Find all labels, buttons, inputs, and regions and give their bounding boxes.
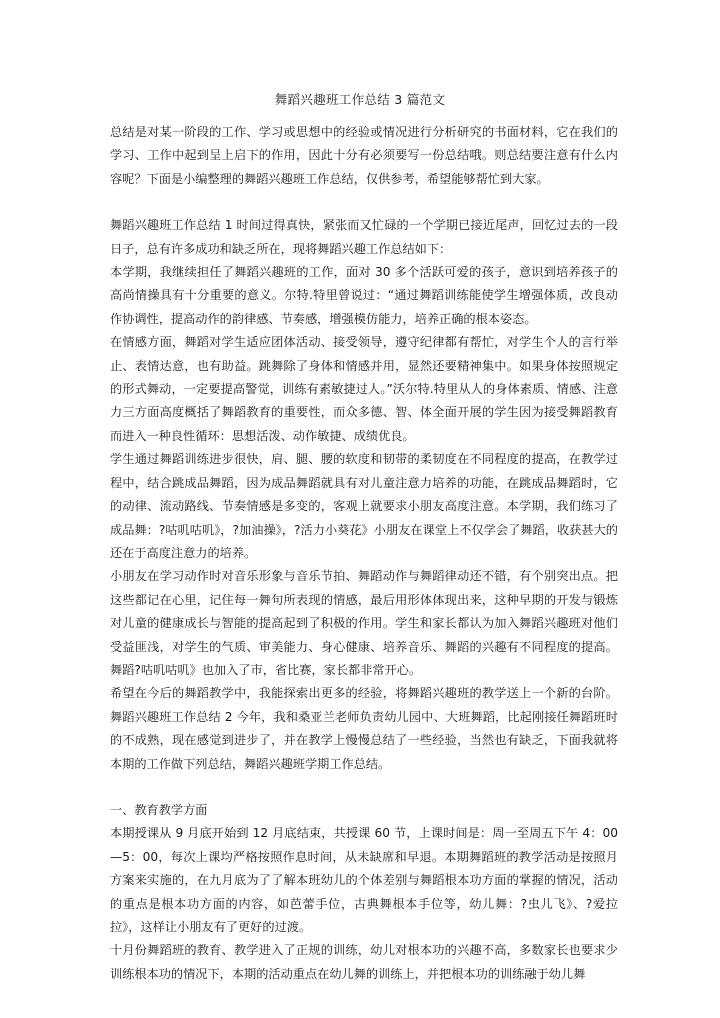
summary-1-opening: 舞蹈兴趣班工作总结 1 时间过得真快，紧张而又忙碌的一个学期已接近尾声，回忆过去的一段日子，总有许多成功和缺乏所在，现将舞蹈兴趣工作总结如下： (110, 218, 618, 256)
body-paragraph: 学生通过舞蹈训练进步很快，肩、腿、腰的软度和韧带的柔韧度在不同程度的提高，在教学过程中，结合跳成品舞蹈，因为成品舞蹈就具有对儿童注意力培养的功能，在跳成品舞蹈时，它的动律、流动路线、节奏情感是多变的，客观上就要求小朋友高度注意。本学期，我们练习了成品舞：?咕叽咕叽》，?加油操》，?活力小葵花》小朋友在课堂上不仅学会了舞蹈，收获甚大的还在于高度注意力的培养。 (110, 452, 618, 560)
section-heading: 一、教育教学方面 (110, 802, 208, 817)
body-paragraph: 十月份舞蹈班的教育、教学进入了正规的训练，幼儿对根本功的兴趣不高，多数家长也要求少训练根本功的情况下，本期的活动重点在幼儿舞的训练上，并把根本功的训练融于幼儿舞 (110, 943, 618, 981)
body-paragraph: 小朋友在学习动作时对音乐形象与音乐节拍、舞蹈动作与舞蹈律动还不错，有个别突出点。把这些都记在心里，记住每一舞句所表现的情感，最后用形体体现出来，这种早期的开发与锻炼对儿童的健康成长与智能的提高起到了积极的作用。学生和家长都认为加入舞蹈兴趣班对他们受益匪浅，对学生的气质、审美能力、身心健康、培养音乐、舞蹈的兴趣有不同程度的提高。舞蹈?咕叽咕叽》也加入了市，省比赛，家长都非常开心。 (110, 569, 618, 677)
body-paragraph: 本期授课从 9 月底开始到 12 月底结束，共授课 60 节，上课时间是：周一至周五下午 4：00—5：00，每次上课均严格按照作息时间，从未缺席和早退。本期舞蹈班的教学活动是按照月方案来实施的，在九月底为了了解本班幼儿的个体差别与舞蹈根本功方面的掌握的情况，活动的重点是根本功方面的内容，如芭蕾手位，古典舞根本手位等，幼儿舞：?虫儿飞》、?爱拉拉》，这样让小朋友有了更好的过渡。 (110, 826, 618, 934)
body-paragraph: 在情感方面，舞蹈对学生适应团体活动、接受领导，遵守纪律都有帮忙，对学生个人的言行举止、表情达意，也有助益。跳舞除了身体和情感并用，显然还要精神集中。如果身体按照规定的形式舞动，一定要提高警觉，训练有素敏捷过人。”沃尔特.特里从人的身体素质、情感、注意力三方面高度概括了舞蹈教育的重要性，而众多德、智、体全面开展的学生因为接受舞蹈教育而进入一种良性循环：思想活泼、动作敏捷、成绩优良。 (110, 335, 618, 443)
intro-paragraph: 总结是对某一阶段的工作、学习或思想中的经验或情况进行分析研究的书面材料，它在我们的学习、工作中起到呈上启下的作用，因此十分有必须要写一份总结哦。则总结要注意有什么内容呢？下面是小编整理的舞蹈兴趣班工作总结，仅供参考，希望能够帮忙到大家。 (110, 125, 618, 186)
document-body (110, 121, 618, 986)
body-paragraph: 本学期，我继续担任了舞蹈兴趣班的工作，面对 30 多个活跃可爱的孩子，意识到培养孩子的高尚情操具有十分重要的意义。尔特.特里曾说过：“通过舞蹈训练能使学生增强体质，改良动作协调性，提高动作的韵律感、节奏感，增强模仿能力，培养正确的根本姿态。 (110, 265, 618, 326)
body-paragraph: 希望在今后的舞蹈教学中，我能探索出更多的经验，将舞蹈兴趣班的教学送上一个新的台阶。舞蹈兴趣班工作总结 2 今年，我和桑亚兰老师负责幼儿园中、大班舞蹈，比起刚接任舞蹈班时的不成熟，现在感觉到进步了，并在教学上慢慢总结了一些经验，当然也有缺乏，下面我就将本期的工作做下列总结，舞蹈兴趣班学期工作总结。 (110, 686, 618, 771)
document-title: 舞蹈兴趣班工作总结 3 篇范文 (274, 92, 446, 107)
